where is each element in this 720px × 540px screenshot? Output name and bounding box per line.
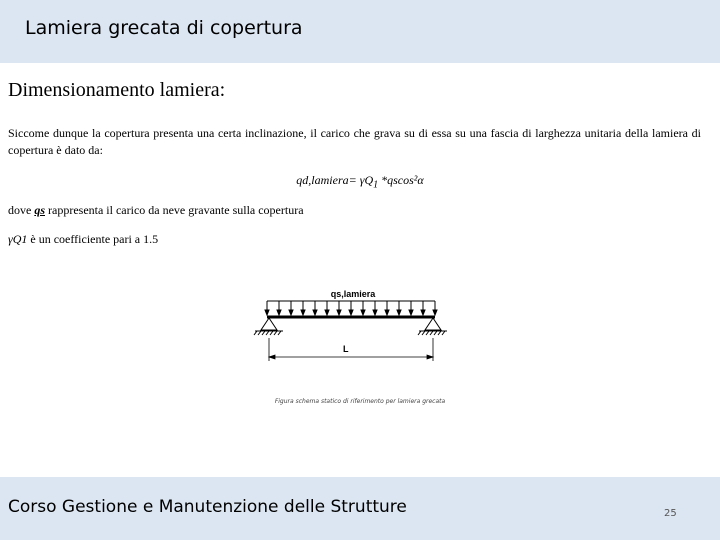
load-arrow-head (361, 310, 365, 315)
load-arrows (265, 301, 437, 315)
load-arrow-head (397, 310, 401, 315)
load-arrow-head (277, 310, 281, 315)
span-dimension-line (269, 338, 433, 361)
load-arrow-head (349, 310, 353, 315)
qs-definition-text: rappresenta il carico da neve gravante sulla copertura (45, 203, 304, 217)
load-arrow-head (337, 310, 341, 315)
slide-header (0, 0, 720, 63)
qs-symbol: qs (34, 203, 45, 217)
load-label: qs,lamiera (330, 289, 376, 299)
section-heading: Dimensionamento lamiera: (8, 79, 226, 101)
page-number: 25 (664, 508, 677, 519)
left-support (254, 318, 283, 335)
load-arrow-head (421, 310, 425, 315)
course-title: Corso Gestione e Manutenzione delle Strutture (8, 497, 407, 517)
load-arrow-head (301, 310, 305, 315)
load-arrow-head (289, 310, 293, 315)
load-arrow-head (265, 310, 269, 315)
load-arrow-head (385, 310, 389, 315)
qs-definition (8, 203, 304, 218)
formula-subscript: 1 (373, 179, 379, 191)
gamma-definition-text: è un coefficiente pari a 1.5 (27, 232, 159, 246)
formula-lhs: qd,lamiera= γQ (296, 173, 374, 187)
slide-title: Lamiera grecata di copertura (25, 17, 303, 39)
beam-static-scheme-diagram (250, 285, 450, 395)
figure-caption: Figura schema statico di riferimento per lamiera grecata (274, 398, 446, 405)
load-formula (0, 173, 720, 190)
load-arrow-head (313, 310, 317, 315)
load-arrow-head (433, 310, 437, 315)
gamma-symbol: γQ1 (8, 232, 28, 246)
load-arrow-head (373, 310, 377, 315)
span-label: L (343, 344, 349, 354)
gamma-definition (8, 232, 158, 247)
qs-definition-prefix: dove (8, 203, 35, 217)
slide-content (0, 63, 720, 477)
slide-footer (0, 477, 720, 540)
formula-rhs: *qscos²α (378, 173, 424, 187)
right-support (418, 318, 447, 335)
load-arrow-head (409, 310, 413, 315)
intro-paragraph: Siccome dunque la copertura presenta una certa inclinazione, il carico che grava su di essa su una fascia di larghezza unitaria della lamiera di copertura è dato da: (8, 126, 701, 157)
load-arrow-head (325, 310, 329, 315)
